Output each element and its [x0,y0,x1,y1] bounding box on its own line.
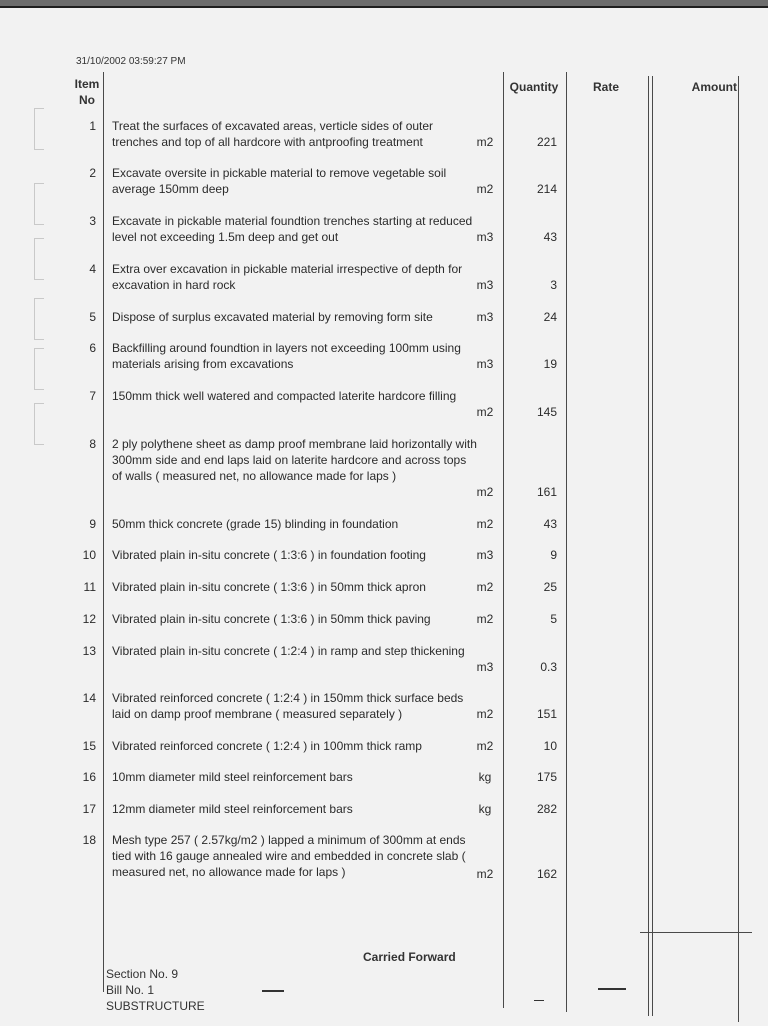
item-quantity: 175 [536,770,557,784]
item-number: 13 [82,644,96,658]
item-description: Mesh type 257 ( 2.57kg/m2 ) lapped a minimum of 300mm at ends tied with 16 gauge annealed wire and embedded in concrete slab ( measured net, no allowance made for laps ) [112,833,466,879]
item-description: Backfilling around foundtion in layers not exceeding 100mm using materials arising from excavations [112,341,461,371]
item-unit: m3 [476,357,494,371]
item-description: Treat the surfaces of excavated areas, verticle sides of outer trenches and top of all hardcore with antproofing treatment [112,119,434,149]
item-number: 4 [89,262,96,276]
section-title: SUBSTRUCTURE [106,999,205,1013]
item-description: Vibrated plain in-situ concrete ( 1:3:6 ) in 50mm thick paving [112,612,431,626]
section-info [106,966,205,1014]
item-number: 2 [89,166,96,180]
item-unit: m2 [476,485,494,499]
item-number: 16 [82,770,96,784]
item-quantity: 221 [536,135,557,149]
item-description: Excavate oversite in pickable material to remove vegetable soil average 150mm deep [112,166,447,196]
binder-mark [34,348,44,390]
item-quantity: 10 [543,739,557,753]
header-rate: Rate [592,80,619,94]
item-unit: m3 [476,660,494,674]
item-number: 9 [89,517,96,531]
item-quantity: 214 [536,182,557,196]
binder-mark [34,298,44,340]
item-quantity: 162 [536,867,557,881]
item-description: Vibrated plain in-situ concrete ( 1:3:6 ) in foundation footing [112,548,426,562]
item-number: 3 [89,214,96,228]
item-quantity: 19 [543,357,557,371]
item-quantity: 145 [536,405,557,419]
item-quantity: 43 [543,517,557,531]
item-unit: m2 [476,517,494,531]
binder-mark [34,108,44,150]
column-rule-quantity [566,72,567,1012]
item-unit: m2 [476,405,494,419]
item-number: 1 [89,119,96,133]
item-description: Vibrated reinforced concrete ( 1:2:4 ) in 150mm thick surface beds laid on damp proof membrane ( measured separately ) [112,691,464,721]
item-description: 10mm diameter mild steel reinforcement bars [112,770,353,784]
item-number: 10 [82,548,96,562]
pen-dash-mark [598,988,626,990]
header-item-label: Item [74,77,100,91]
item-description: Vibrated plain in-situ concrete ( 1:3:6 ) in 50mm thick apron [112,580,426,594]
item-description: Vibrated plain in-situ concrete ( 1:2:4 ) in ramp and step thickening [112,644,465,658]
item-unit: m2 [476,135,494,149]
column-rule-item [103,72,104,992]
item-unit: m3 [476,548,494,562]
pen-dash-mark [262,990,284,992]
header-item-no [70,76,104,108]
item-quantity: 151 [536,707,557,721]
header-quantity: Quantity [509,80,559,94]
item-quantity: 43 [543,230,557,244]
item-quantity: 24 [543,310,557,324]
item-description: 50mm thick concrete (grade 15) blinding in foundation [112,517,399,531]
item-unit: m2 [476,182,494,196]
item-quantity: 9 [550,548,557,562]
item-unit: m2 [476,707,494,721]
item-quantity: 161 [536,485,557,499]
carried-forward-rule [640,932,752,933]
item-description: Dispose of surplus excavated material by removing form site [112,310,433,324]
item-quantity: 5 [550,612,557,626]
item-description: Vibrated reinforced concrete ( 1:2:4 ) in 100mm thick ramp [112,739,422,753]
item-unit: m2 [476,612,494,626]
bill-number: Bill No. 1 [106,983,155,997]
item-number: 8 [89,437,96,451]
item-quantity: 0.3 [540,660,557,674]
item-unit: m3 [476,310,494,324]
binder-mark [34,238,44,280]
item-quantity: 3 [550,278,557,292]
item-description: 150mm thick well watered and compacted laterite hardcore filling [112,389,457,403]
item-unit: kg [478,770,492,784]
item-description: 12mm diameter mild steel reinforcement bars [112,802,353,816]
header-no-label: No [79,93,95,107]
binder-mark [34,403,44,445]
column-rule-amount [738,76,739,1022]
item-number: 12 [82,612,96,626]
column-rule-rate-double [652,76,653,1016]
item-description: 2 ply polythene sheet as damp proof membrane laid horizontally with 300mm side and end laps laid on laterite hardcore and across tops of walls ( measured net, no allowance made for laps ) [112,437,477,483]
item-number: 18 [82,833,96,847]
carried-forward-label: Carried Forward [363,950,456,964]
item-unit: m3 [476,230,494,244]
item-unit: m2 [476,739,494,753]
item-description: Excavate in pickable material foundtion trenches starting at reduced level not exceeding 1.5m deep and get out [112,214,473,244]
print-timestamp: 31/10/2002 03:59:27 PM [76,56,186,67]
item-number: 6 [89,341,96,355]
column-rule-rate [648,76,649,1016]
header-amount: Amount [691,80,737,94]
item-unit: m2 [476,867,494,881]
item-number: 5 [89,310,96,324]
item-number: 14 [82,691,96,705]
item-number: 7 [89,389,96,403]
document-page [0,6,768,1026]
column-rule-unit [503,72,504,1008]
item-number: 15 [82,739,96,753]
item-unit: m3 [476,278,494,292]
item-number: 11 [83,580,96,594]
item-description: Extra over excavation in pickable material irrespective of depth for excavation in hard rock [112,262,463,292]
binder-mark [34,183,44,225]
pen-dash-mark [534,1000,544,1001]
item-quantity: 25 [543,580,557,594]
item-number: 17 [82,802,96,816]
item-unit: kg [478,802,492,816]
item-quantity: 282 [536,802,557,816]
section-number: Section No. 9 [106,967,179,981]
item-unit: m2 [476,580,494,594]
